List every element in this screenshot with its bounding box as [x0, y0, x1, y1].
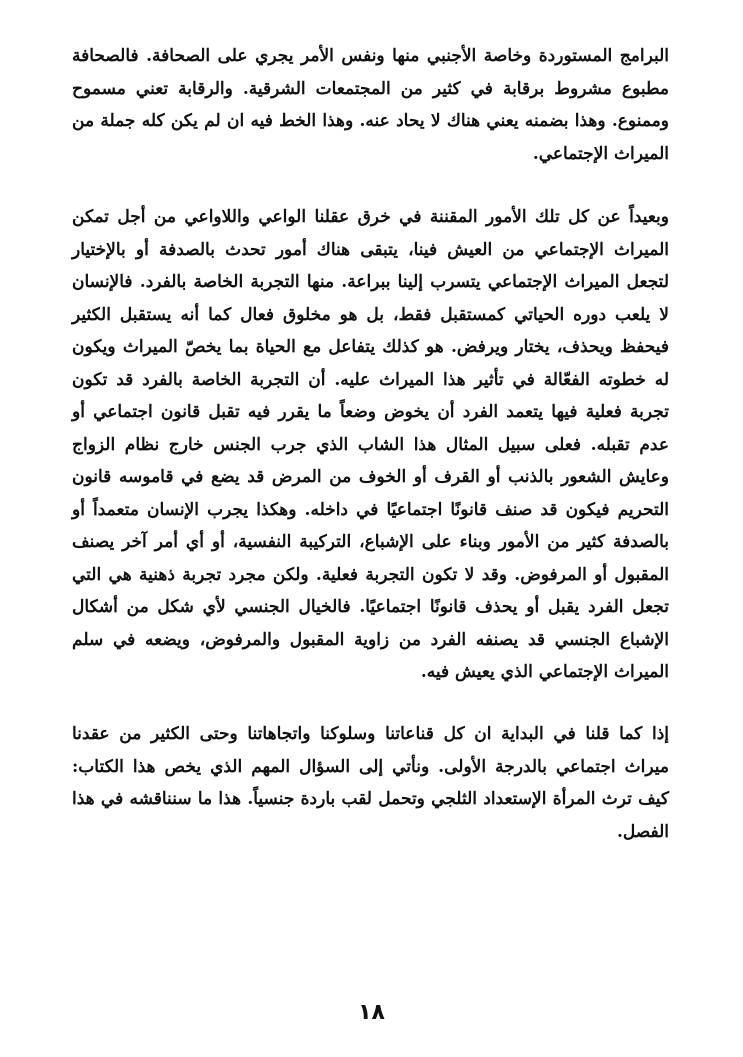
paragraph-3: إذا كما قلنا في البداية ان كل قناعاتنا وسلوكنا واتجاهاتنا وحتى الكثير من عقدنا ميراث اجتماعي بالدرجة الأولى. ونأتي إلى السؤال المهم الذي يخص هذا الكتاب: كيف ترث المرأة الإستعداد الثلجي وتحمل لقب باردة جنسياً. هذا ما سنناقشه في هذا الفصل.: [72, 724, 669, 842]
page-number: ١٨: [358, 1000, 385, 1025]
paragraph-1: البرامج المستوردة وخاصة الأجنبي منها ونفس الأمر يجري على الصحافة. فالصحافة مطبوع مشروط برقابة في كثير من المجتمعات الشرقية. والرقابة تعني مسموح وممنوع. وهذا بضمنه يعني هناك لا يحاد عنه. وهذا الخط فيه ان لم يكن كله جملة من الميراث الإجتماعي.: [72, 46, 669, 164]
paragraph-2: وبعيداً عن كل تلك الأمور المقننة في خرق عقلنا الواعي واللاواعي من أجل تمكن الميراث الإجتماعي من العيش فينا، يتبقى هناك أمور تحدث بالصدفة أو بالإختيار لتجعل الميراث الإجتماعي يتسرب إلينا ببراعة. منها التجربة الخاصة بالفرد. فالإنسان لا يلعب دوره الحياتي كمستقبل فقط، بل هو مخلوق فعال كما أنه يستقبل الكثير فيحفظ ويحذف، يختار ويرفض. هو كذلك يتفاعل مع الحياة بما يخصّ الميراث ويكون له خطوته الفعّالة في تأثير هذا الميراث عليه. أن التجربة الخاصة بالفرد قد تكون تجربة فعلية فيها يتعمد الفرد أن يخوض وضعاً ما يقرر فيه تقبل قانون اجتماعي أو عدم تقبله. فعلى سبيل المثال هذا الشاب الذي جرب الجنس خارج نظام الزواج وعايش الشعور بالذنب أو القرف أو الخوف من المرض قد يضع في قاموسه قانون التحريم فيكون قد صنف قانونًا اجتماعيًا في داخله. وهكذا يجرب الإنسان متعمداً أو بالصدفة كثير من الأمور وبناء على الإشباع، التركيبة النفسية، أو أي أمر آخر يصنف المقبول أو المرفوض. وقد لا تكون التجربة فعلية. ولكن مجرد تجربة ذهنية هي التي تجعل الفرد يقبل أو يحذف قانونًا اجتماعيًا. فالخيال الجنسي لأي شكل من أشكال الإشباع الجنسي قد يصنفه الفرد من زاوية المقبول والمرفوض، ويضعه في سلم الميراث الإجتماعي الذي يعيش فيه.: [72, 207, 669, 682]
